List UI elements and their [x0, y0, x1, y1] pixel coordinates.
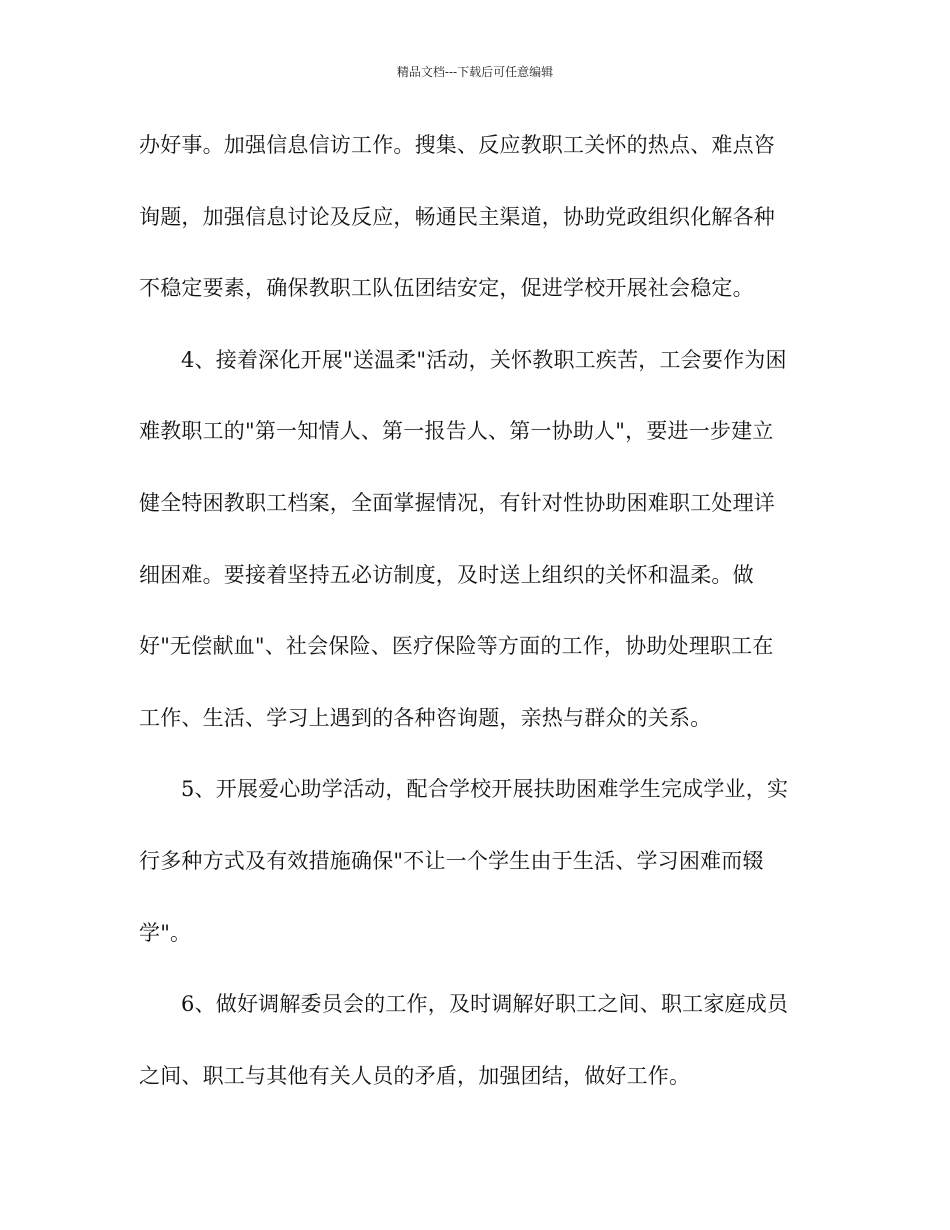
text-line: 学"。	[139, 920, 192, 945]
page-header: 精品文档---下载后可任意编辑	[396, 65, 554, 79]
document-body	[139, 118, 811, 1120]
text-line: 不稳定要素，确保教职工队伍团结安定，促进学校开展社会稳定。	[139, 276, 754, 301]
paragraph-start-item-4: 4、接着深化开展"送温柔"活动，关怀教职工疾苦，工会要作为困	[181, 347, 787, 372]
text-line: 办好事。加强信息信访工作。搜集、反应教职工关怀的热点、难点咨	[139, 133, 775, 157]
text-line: 之间、职工与其他有关人员的矛盾，加强团结，做好工作。	[139, 1063, 691, 1088]
paragraph-start-item-6: 6、做好调解委员会的工作，及时调解好职工之间、职工家庭成员	[181, 992, 789, 1017]
text-line: 询题，加强信息讨论及反应，畅通民主渠道，协助党政组织化解各种	[139, 204, 775, 229]
text-line: 行多种方式及有效措施确保"不让一个学生由于生活、学习困难而辍	[139, 848, 764, 873]
text-line: 难教职工的"第一知情人、第一报告人、第一协助人"，要进一步建立	[139, 419, 774, 444]
text-line: 好"无偿献血"、社会保险、医疗保险等方面的工作，协助处理职工在	[139, 634, 774, 659]
paragraph-start-item-5: 5、开展爱心助学活动，配合学校开展扶助困难学生完成学业，实	[181, 777, 789, 802]
text-line: 工作、生活、学习上遇到的各种咨询题，亲热与群众的关系。	[139, 705, 712, 730]
text-line: 细困难。要接着坚持五必访制度，及时送上组织的关怀和温柔。做	[139, 562, 754, 587]
text-line: 健全特困教职工档案，全面掌握情况，有针对性协助困难职工处理详	[139, 490, 775, 515]
